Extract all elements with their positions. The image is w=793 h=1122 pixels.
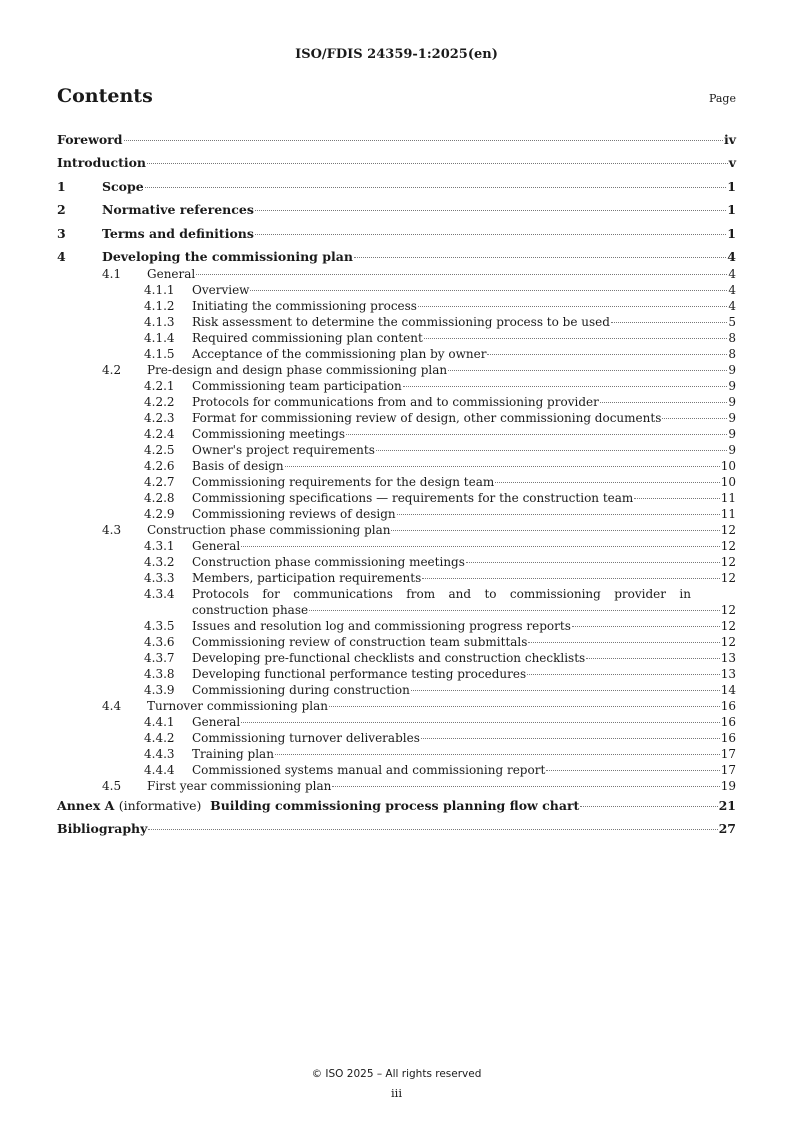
toc-number: 4.3.8	[144, 666, 175, 681]
toc-page: 16	[720, 714, 736, 729]
leader-dots	[466, 562, 720, 563]
toc-page: 10	[720, 458, 736, 473]
toc-number: 4.1.2	[144, 298, 175, 313]
toc-label: Commissioning team participation	[192, 378, 402, 393]
leader-dots	[495, 482, 719, 483]
toc-entry-4-1-3[interactable]	[57, 314, 736, 330]
toc-page: 12	[720, 634, 736, 649]
toc-label: Issues and resolution log and commissioning progress reports	[192, 618, 571, 633]
leader-dots	[354, 257, 726, 258]
toc-label: Building commissioning process planning flow chart	[210, 797, 580, 813]
toc-number: 4.1.1	[144, 282, 175, 297]
leader-dots	[487, 354, 727, 355]
toc-entry-4-4-3[interactable]	[57, 746, 736, 762]
toc-entry-4-2-3[interactable]	[57, 410, 736, 426]
toc-entry-4[interactable]	[57, 248, 736, 266]
leader-dots	[586, 658, 720, 659]
toc-page: 1	[727, 225, 736, 241]
leader-dots	[255, 210, 726, 211]
toc-label: Commissioning requirements for the design team	[192, 474, 495, 489]
toc-label: Commissioning review of construction team submittals	[192, 634, 528, 649]
toc-page: 17	[720, 762, 736, 777]
toc-label: Normative references	[102, 202, 254, 218]
leader-dots	[332, 786, 719, 787]
toc-page: 5	[728, 314, 736, 329]
toc-number: 3	[57, 225, 66, 241]
toc-number: 4.3.1	[144, 538, 175, 553]
toc-page: 17	[720, 746, 736, 761]
toc-page: 12	[720, 618, 736, 633]
toc-label: Required commissioning plan content	[192, 330, 423, 345]
toc-number: 4.5	[102, 778, 122, 793]
toc-number: 4.3.2	[144, 554, 175, 569]
toc-label: Commissioning reviews of design	[192, 506, 396, 521]
toc-entry-4-1-2[interactable]	[57, 298, 736, 314]
toc-page: 4	[728, 266, 736, 281]
toc-page: 12	[720, 538, 736, 553]
toc-page: 12	[720, 570, 736, 585]
leader-dots	[196, 274, 727, 275]
toc-page: 4	[728, 298, 736, 313]
leader-dots	[421, 738, 720, 739]
toc-label: Developing the commissioning plan	[102, 248, 353, 264]
toc-number: 4.4.2	[144, 730, 175, 745]
toc-label: Commissioning specifications — requirements for the construction team	[192, 490, 634, 505]
toc-number: 4.3	[102, 522, 122, 537]
toc-label: First year commissioning plan	[147, 778, 332, 793]
page-title: Contents	[57, 85, 153, 107]
toc-label: General	[147, 266, 196, 281]
toc-page: 4	[727, 248, 736, 264]
leader-dots	[546, 770, 719, 771]
leader-dots	[634, 498, 719, 499]
annex-qualifier: (informative)	[118, 797, 202, 813]
toc-label: Protocols for communications from and to commissioning provider	[192, 394, 599, 409]
toc-page: 4	[728, 282, 736, 297]
toc-label: Basis of design	[192, 458, 284, 473]
toc-number: 4.1.4	[144, 330, 175, 345]
toc-entry-4-2-9[interactable]	[57, 506, 736, 522]
toc-label: Commissioning meetings	[192, 426, 345, 441]
leader-dots	[397, 514, 720, 515]
toc-page: 16	[720, 730, 736, 745]
toc-entry-4-3-1[interactable]	[57, 538, 736, 554]
toc-label: Members, participation requirements	[192, 570, 422, 585]
toc-number: 4.4.3	[144, 746, 175, 761]
toc-label: Format for commissioning review of design, other commissioning documents	[192, 410, 662, 425]
toc-number: 4.2.5	[144, 442, 175, 457]
toc-label: Construction phase commissioning plan	[147, 522, 391, 537]
toc-page: v	[728, 155, 736, 171]
toc-label: Commissioning turnover deliverables	[192, 730, 420, 745]
toc-number: 4.2.4	[144, 426, 175, 441]
toc-number: 2	[57, 202, 66, 218]
page-column-label: Page	[708, 92, 736, 105]
toc-entry-4-3-8[interactable]	[57, 666, 736, 682]
toc-label: Risk assessment to determine the commissioning process to be used	[192, 314, 610, 329]
toc-entry-4-1[interactable]	[57, 266, 736, 282]
toc-entry-4-2-7[interactable]	[57, 474, 736, 490]
toc-number: 4.2.9	[144, 506, 175, 521]
toc-label: Owner's project requirements	[192, 442, 375, 457]
toc-entry-4-3-5[interactable]	[57, 618, 736, 634]
toc-entry-4-3-6[interactable]	[57, 634, 736, 650]
toc-entry-annex-a[interactable]	[57, 794, 736, 817]
toc-page: 27	[718, 821, 736, 837]
toc-entry-4-2-8[interactable]	[57, 490, 736, 506]
leader-dots	[422, 578, 719, 579]
toc-number: 4.2.7	[144, 474, 175, 489]
leader-dots	[309, 610, 720, 611]
leader-dots	[346, 434, 727, 435]
toc-entry-4-3-7[interactable]	[57, 650, 736, 666]
page-number: iii	[390, 1086, 403, 1100]
toc-entry-4-5[interactable]	[57, 778, 736, 794]
toc-label: Developing functional performance testing procedures	[192, 666, 527, 681]
leader-dots	[527, 674, 720, 675]
toc-label: Commissioned systems manual and commissioning report	[192, 762, 546, 777]
toc-number: 4.2	[102, 362, 122, 377]
toc-entry-4-2-4[interactable]	[57, 426, 736, 442]
toc-number: 4.4.1	[144, 714, 175, 729]
toc-entry-3[interactable]	[57, 222, 736, 245]
toc-entry-2[interactable]	[57, 198, 736, 221]
leader-dots	[285, 466, 720, 467]
toc-entry-4-3-3[interactable]	[57, 570, 736, 586]
toc-page: 21	[718, 797, 736, 813]
toc-label-line-2: construction phase	[192, 602, 309, 617]
leader-dots	[147, 163, 728, 164]
toc-label-line-1: Protocols for communications from and to commissioning provider in	[192, 586, 691, 601]
leader-dots	[148, 829, 717, 830]
toc-number: 4.3.6	[144, 634, 175, 649]
toc-entry-4-4[interactable]	[57, 698, 736, 714]
toc-label: Initiating the commissioning process	[192, 298, 417, 313]
toc-page: 9	[728, 378, 736, 393]
toc-entry-4-2-2[interactable]	[57, 394, 736, 410]
toc-entry-4-3-2[interactable]	[57, 554, 736, 570]
toc-entry-bibliography[interactable]	[57, 817, 736, 840]
toc-number: 4.3.4	[144, 586, 175, 601]
toc-number: 4.1.5	[144, 346, 175, 361]
toc-label: Introduction	[57, 155, 147, 171]
toc-entry-4-1-1[interactable]	[57, 282, 736, 298]
toc-number: 4	[57, 248, 66, 264]
toc-label: Scope	[102, 178, 144, 194]
toc-entry-4-3-4[interactable]	[57, 586, 736, 618]
toc-number: 4.4	[102, 698, 122, 713]
toc-page: 14	[720, 682, 736, 697]
toc-number: 4.4.4	[144, 762, 175, 777]
document-header: ISO/FDIS 24359-1:2025(en)	[295, 47, 498, 62]
toc-number: 4.2.3	[144, 410, 175, 425]
leader-dots	[403, 386, 728, 387]
toc-number: 4.3.5	[144, 618, 175, 633]
leader-dots	[241, 546, 719, 547]
toc-entry-4-2-1[interactable]	[57, 378, 736, 394]
toc-page: 12	[720, 522, 736, 537]
toc-page: 13	[720, 666, 736, 681]
copyright-notice: © ISO 2025 – All rights reserved	[311, 1068, 482, 1080]
toc-number: 4.3.7	[144, 650, 175, 665]
leader-dots	[448, 370, 727, 371]
leader-dots	[572, 626, 720, 627]
toc-entry-4-3[interactable]	[57, 522, 736, 538]
leader-dots	[241, 722, 719, 723]
leader-dots	[418, 306, 727, 307]
toc-entry-4-2-6[interactable]	[57, 458, 736, 474]
toc-number: 4.1.3	[144, 314, 175, 329]
leader-dots	[329, 706, 720, 707]
leader-dots	[528, 642, 719, 643]
leader-dots	[424, 338, 728, 339]
toc-number: 4.2.8	[144, 490, 175, 505]
toc-number: 4.1	[102, 266, 122, 281]
toc-page: 12	[720, 602, 736, 617]
leader-dots	[275, 754, 720, 755]
toc-page: 8	[728, 346, 736, 361]
leader-dots	[662, 418, 727, 419]
toc-label: Developing pre-functional checklists and construction checklists	[192, 650, 586, 665]
toc-page: 1	[727, 202, 736, 218]
toc-entry-4-4-2[interactable]	[57, 730, 736, 746]
toc-label: Pre-design and design phase commissioning plan	[147, 362, 448, 377]
leader-dots	[145, 187, 727, 188]
toc-label: General	[192, 714, 241, 729]
toc-number: 4.3.9	[144, 682, 175, 697]
toc-page: 10	[720, 474, 736, 489]
toc-page: 9	[728, 426, 736, 441]
table-of-contents	[57, 128, 736, 841]
toc-label: Training plan	[192, 746, 274, 761]
leader-dots	[376, 450, 727, 451]
toc-page: 13	[720, 650, 736, 665]
toc-label: Overview	[192, 282, 250, 297]
toc-entry-1[interactable]	[57, 175, 736, 198]
leader-dots	[255, 234, 726, 235]
leader-dots	[411, 690, 720, 691]
toc-label: Bibliography	[57, 821, 148, 837]
toc-entry-4-2-5[interactable]	[57, 442, 736, 458]
toc-label: General	[192, 538, 241, 553]
toc-page: 19	[720, 778, 736, 793]
annex-prefix: Annex A	[57, 797, 115, 813]
toc-label: Acceptance of the commissioning plan by owner	[192, 346, 487, 361]
toc-label: Terms and definitions	[102, 225, 254, 241]
toc-page: 1	[727, 178, 736, 194]
leader-dots	[124, 140, 723, 141]
toc-number: 4.2.1	[144, 378, 175, 393]
leader-dots	[580, 806, 717, 807]
toc-entry-4-4-4[interactable]	[57, 762, 736, 778]
toc-entry-introduction[interactable]	[57, 151, 736, 174]
toc-number: 4.3.3	[144, 570, 175, 585]
leader-dots	[600, 402, 728, 403]
toc-page: 9	[728, 410, 736, 425]
toc-page: 12	[720, 554, 736, 569]
toc-page: 11	[720, 490, 736, 505]
toc-page: 9	[728, 394, 736, 409]
toc-page: 11	[720, 506, 736, 521]
toc-entry-4-4-1[interactable]	[57, 714, 736, 730]
toc-entry-4-1-4[interactable]	[57, 330, 736, 346]
leader-dots	[250, 290, 727, 291]
leader-dots	[611, 322, 727, 323]
toc-label: Turnover commissioning plan	[147, 698, 328, 713]
toc-entry-4-1-5[interactable]	[57, 346, 736, 362]
toc-number: 4.2.2	[144, 394, 175, 409]
toc-entry-4-2[interactable]	[57, 362, 736, 378]
toc-number: 1	[57, 178, 66, 194]
toc-label: Commissioning during construction	[192, 682, 410, 697]
toc-page: 9	[728, 442, 736, 457]
toc-page: 16	[720, 698, 736, 713]
toc-entry-4-3-9[interactable]	[57, 682, 736, 698]
toc-label: Construction phase commissioning meetings	[192, 554, 465, 569]
toc-number: 4.2.6	[144, 458, 175, 473]
toc-page: 9	[728, 362, 736, 377]
toc-page: 8	[728, 330, 736, 345]
toc-label: Foreword	[57, 132, 123, 147]
leader-dots	[391, 530, 719, 531]
toc-page: iv	[723, 132, 736, 147]
toc-entry-foreword[interactable]	[57, 128, 736, 151]
